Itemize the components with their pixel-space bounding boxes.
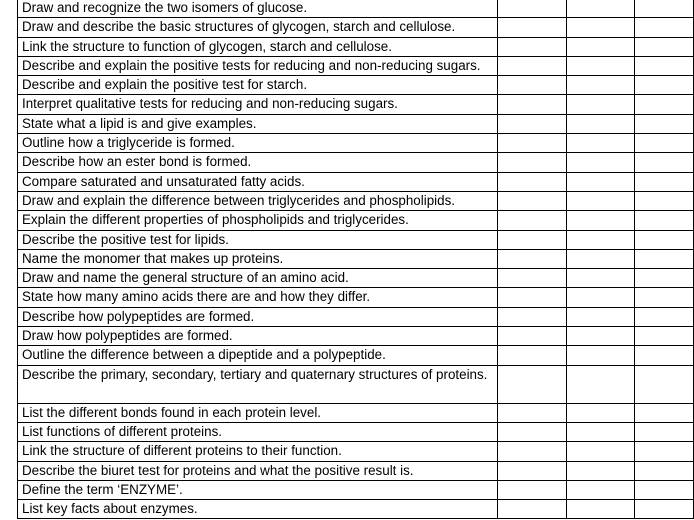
objective-text: Describe and explain the positive test for starch.: [18, 76, 498, 95]
objective-text: Describe the positive test for lipids.: [18, 230, 498, 249]
rating-cell-3[interactable]: [635, 153, 694, 172]
rating-cell-3[interactable]: [635, 461, 694, 480]
table-row: [18, 346, 694, 365]
table-row: [18, 18, 694, 37]
rating-cell-1[interactable]: [498, 230, 567, 249]
rating-cell-3[interactable]: [635, 191, 694, 210]
rating-cell-2[interactable]: [566, 442, 635, 461]
rating-cell-3[interactable]: [635, 114, 694, 133]
objective-text: Describe how polypeptides are formed.: [18, 307, 498, 326]
objective-text: State how many amino acids there are and how they differ.: [18, 288, 498, 307]
objective-text: Describe the primary, secondary, tertiary and quaternary structures of proteins.: [18, 365, 498, 403]
rating-cell-2[interactable]: [566, 211, 635, 230]
rating-cell-3[interactable]: [635, 422, 694, 441]
objective-text: Draw and name the general structure of an amino acid.: [18, 269, 498, 288]
rating-cell-3[interactable]: [635, 172, 694, 191]
rating-cell-1[interactable]: [498, 95, 567, 114]
rating-cell-3[interactable]: [635, 442, 694, 461]
table-row: [18, 327, 694, 346]
rating-cell-1[interactable]: [498, 327, 567, 346]
table-row: [18, 422, 694, 441]
table-row: [18, 172, 694, 191]
rating-cell-3[interactable]: [635, 269, 694, 288]
rating-cell-2[interactable]: [566, 191, 635, 210]
rating-cell-1[interactable]: [498, 442, 567, 461]
rating-cell-3[interactable]: [635, 95, 694, 114]
rating-cell-2[interactable]: [566, 269, 635, 288]
rating-cell-3[interactable]: [635, 211, 694, 230]
table-row: [18, 480, 694, 499]
table-row: [18, 365, 694, 403]
rating-cell-3[interactable]: [635, 76, 694, 95]
rating-cell-2[interactable]: [566, 461, 635, 480]
learning-objectives-table: [17, 0, 694, 519]
rating-cell-1[interactable]: [498, 269, 567, 288]
rating-cell-1[interactable]: [498, 0, 567, 18]
rating-cell-1[interactable]: [498, 307, 567, 326]
objective-text: Draw how polypeptides are formed.: [18, 327, 498, 346]
rating-cell-3[interactable]: [635, 327, 694, 346]
rating-cell-3[interactable]: [635, 365, 694, 403]
objective-text: Draw and describe the basic structures of glycogen, starch and cellulose.: [18, 18, 498, 37]
rating-cell-1[interactable]: [498, 172, 567, 191]
rating-cell-1[interactable]: [498, 288, 567, 307]
objective-text: Describe and explain the positive tests for reducing and non-reducing sugars.: [18, 56, 498, 75]
objective-text: Interpret qualitative tests for reducing and non-reducing sugars.: [18, 95, 498, 114]
rating-cell-2[interactable]: [566, 480, 635, 499]
rating-cell-3[interactable]: [635, 230, 694, 249]
rating-cell-3[interactable]: [635, 346, 694, 365]
table-row: [18, 153, 694, 172]
rating-cell-2[interactable]: [566, 346, 635, 365]
rating-cell-1[interactable]: [498, 249, 567, 268]
objective-text: Explain the different properties of phospholipids and triglycerides.: [18, 211, 498, 230]
rating-cell-1[interactable]: [498, 403, 567, 422]
objective-text: Draw and explain the difference between triglycerides and phospholipids.: [18, 191, 498, 210]
objective-text: Compare saturated and unsaturated fatty acids.: [18, 172, 498, 191]
rating-cell-2[interactable]: [566, 249, 635, 268]
rating-cell-1[interactable]: [498, 422, 567, 441]
rating-cell-1[interactable]: [498, 76, 567, 95]
rating-cell-1[interactable]: [498, 153, 567, 172]
objective-text: Name the monomer that makes up proteins.: [18, 249, 498, 268]
table-row: [18, 288, 694, 307]
rating-cell-2[interactable]: [566, 172, 635, 191]
objective-text: Link the structure of different proteins to their function.: [18, 442, 498, 461]
rating-cell-2[interactable]: [566, 0, 635, 18]
rating-cell-1[interactable]: [498, 134, 567, 153]
rating-cell-3[interactable]: [635, 37, 694, 56]
rating-cell-3[interactable]: [635, 403, 694, 422]
rating-cell-2[interactable]: [566, 114, 635, 133]
rating-cell-2[interactable]: [566, 307, 635, 326]
rating-cell-1[interactable]: [498, 461, 567, 480]
rating-cell-2[interactable]: [566, 134, 635, 153]
rating-cell-2[interactable]: [566, 365, 635, 403]
rating-cell-3[interactable]: [635, 480, 694, 499]
rating-cell-2[interactable]: [566, 403, 635, 422]
objective-text: List the different bonds found in each protein level.: [18, 403, 498, 422]
rating-cell-1[interactable]: [498, 211, 567, 230]
rating-cell-2[interactable]: [566, 56, 635, 75]
rating-cell-1[interactable]: [498, 114, 567, 133]
table-row: [18, 95, 694, 114]
objective-text: List key facts about enzymes.: [18, 500, 498, 519]
objective-text: Describe the biuret test for proteins and what the positive result is.: [18, 461, 498, 480]
rating-cell-3[interactable]: [635, 0, 694, 18]
table-row: [18, 56, 694, 75]
table-row: [18, 37, 694, 56]
rating-cell-3[interactable]: [635, 56, 694, 75]
rating-cell-3[interactable]: [635, 249, 694, 268]
rating-cell-1[interactable]: [498, 191, 567, 210]
table-row: [18, 76, 694, 95]
objective-text: Link the structure to function of glycogen, starch and cellulose.: [18, 37, 498, 56]
rating-cell-2[interactable]: [566, 95, 635, 114]
rating-cell-1[interactable]: [498, 346, 567, 365]
rating-cell-1[interactable]: [498, 365, 567, 403]
rating-cell-2[interactable]: [566, 327, 635, 346]
rating-cell-1[interactable]: [498, 480, 567, 499]
table-row: [18, 403, 694, 422]
objective-text: Describe how an ester bond is formed.: [18, 153, 498, 172]
table-row: [18, 211, 694, 230]
table-row: [18, 191, 694, 210]
objective-text: Outline how a triglyceride is formed.: [18, 134, 498, 153]
rating-cell-3[interactable]: [635, 500, 694, 519]
objective-text: List functions of different proteins.: [18, 422, 498, 441]
rating-cell-2[interactable]: [566, 37, 635, 56]
rating-cell-1[interactable]: [498, 56, 567, 75]
rating-cell-2[interactable]: [566, 230, 635, 249]
rating-cell-2[interactable]: [566, 18, 635, 37]
rating-cell-1[interactable]: [498, 37, 567, 56]
table-row: [18, 307, 694, 326]
table-row: [18, 230, 694, 249]
rating-cell-2[interactable]: [566, 153, 635, 172]
rating-cell-3[interactable]: [635, 18, 694, 37]
rating-cell-1[interactable]: [498, 18, 567, 37]
table-row: [18, 500, 694, 519]
rating-cell-2[interactable]: [566, 76, 635, 95]
table-row: [18, 0, 694, 18]
table-row: [18, 134, 694, 153]
table-row: [18, 442, 694, 461]
rating-cell-3[interactable]: [635, 134, 694, 153]
checklist-body: [18, 0, 694, 519]
rating-cell-3[interactable]: [635, 307, 694, 326]
table-row: [18, 249, 694, 268]
objective-text: Outline the difference between a dipeptide and a polypeptide.: [18, 346, 498, 365]
rating-cell-3[interactable]: [635, 288, 694, 307]
table-row: [18, 461, 694, 480]
table-row: [18, 269, 694, 288]
rating-cell-1[interactable]: [498, 500, 567, 519]
objective-text: Draw and recognize the two isomers of glucose.: [18, 0, 498, 18]
objective-text: Define the term ‘ENZYME’.: [18, 480, 498, 499]
table-row: [18, 114, 694, 133]
rating-cell-2[interactable]: [566, 500, 635, 519]
rating-cell-2[interactable]: [566, 422, 635, 441]
objective-text: State what a lipid is and give examples.: [18, 114, 498, 133]
rating-cell-2[interactable]: [566, 288, 635, 307]
